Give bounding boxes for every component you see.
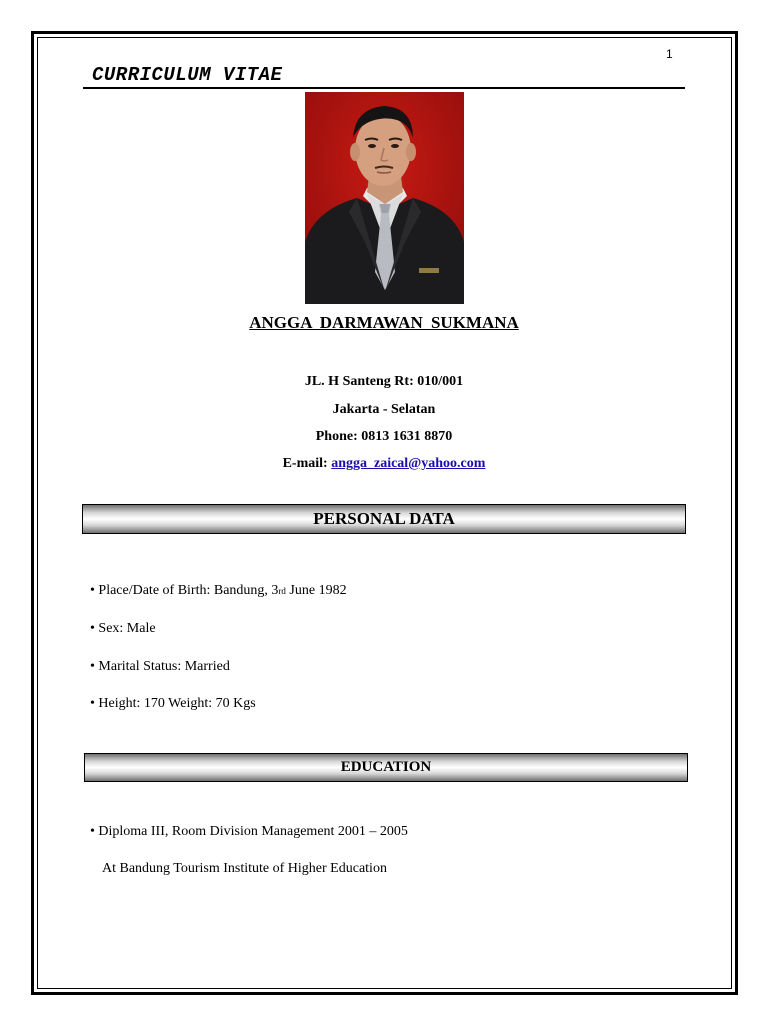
address-line: JL. H Santeng Rt: 010/001: [304, 374, 464, 389]
email-label: E-mail:: [282, 456, 328, 471]
education-institution: At Bandung Tourism Institute of Higher Education: [102, 861, 387, 876]
list-item-sex: • Sex: Male: [90, 621, 156, 636]
list-item-marital-status: • Marital Status: Married: [90, 659, 230, 674]
title-underline: [83, 87, 685, 89]
section-header-personal-data: PERSONAL DATA: [82, 504, 686, 534]
birth-ordinal: rd: [278, 586, 286, 596]
email-line: [0, 456, 768, 472]
birth-text: • Place/Date of Birth: Bandung, 3: [90, 583, 279, 598]
portrait-illustration: [305, 92, 464, 304]
list-item-birth: [90, 583, 347, 599]
list-item-diploma: • Diploma III, Room Division Management 2001 – 2005: [90, 824, 408, 839]
document-title: CURRICULUM VITAE: [92, 64, 283, 86]
city-line: Jakarta - Selatan: [332, 402, 436, 417]
page-number: 1: [666, 47, 673, 61]
section-header-education: EDUCATION: [84, 753, 688, 782]
email-link[interactable]: angga_zaical@yahoo.com: [331, 456, 486, 471]
candidate-name: ANGGA DARMAWAN SUKMANA: [249, 313, 519, 332]
portrait-photo: [305, 92, 464, 304]
birth-date: June 1982: [285, 583, 347, 598]
phone-line: Phone: 0813 1631 8870: [315, 429, 453, 444]
list-item-height-weight: • Height: 170 Weight: 70 Kgs: [90, 696, 256, 711]
